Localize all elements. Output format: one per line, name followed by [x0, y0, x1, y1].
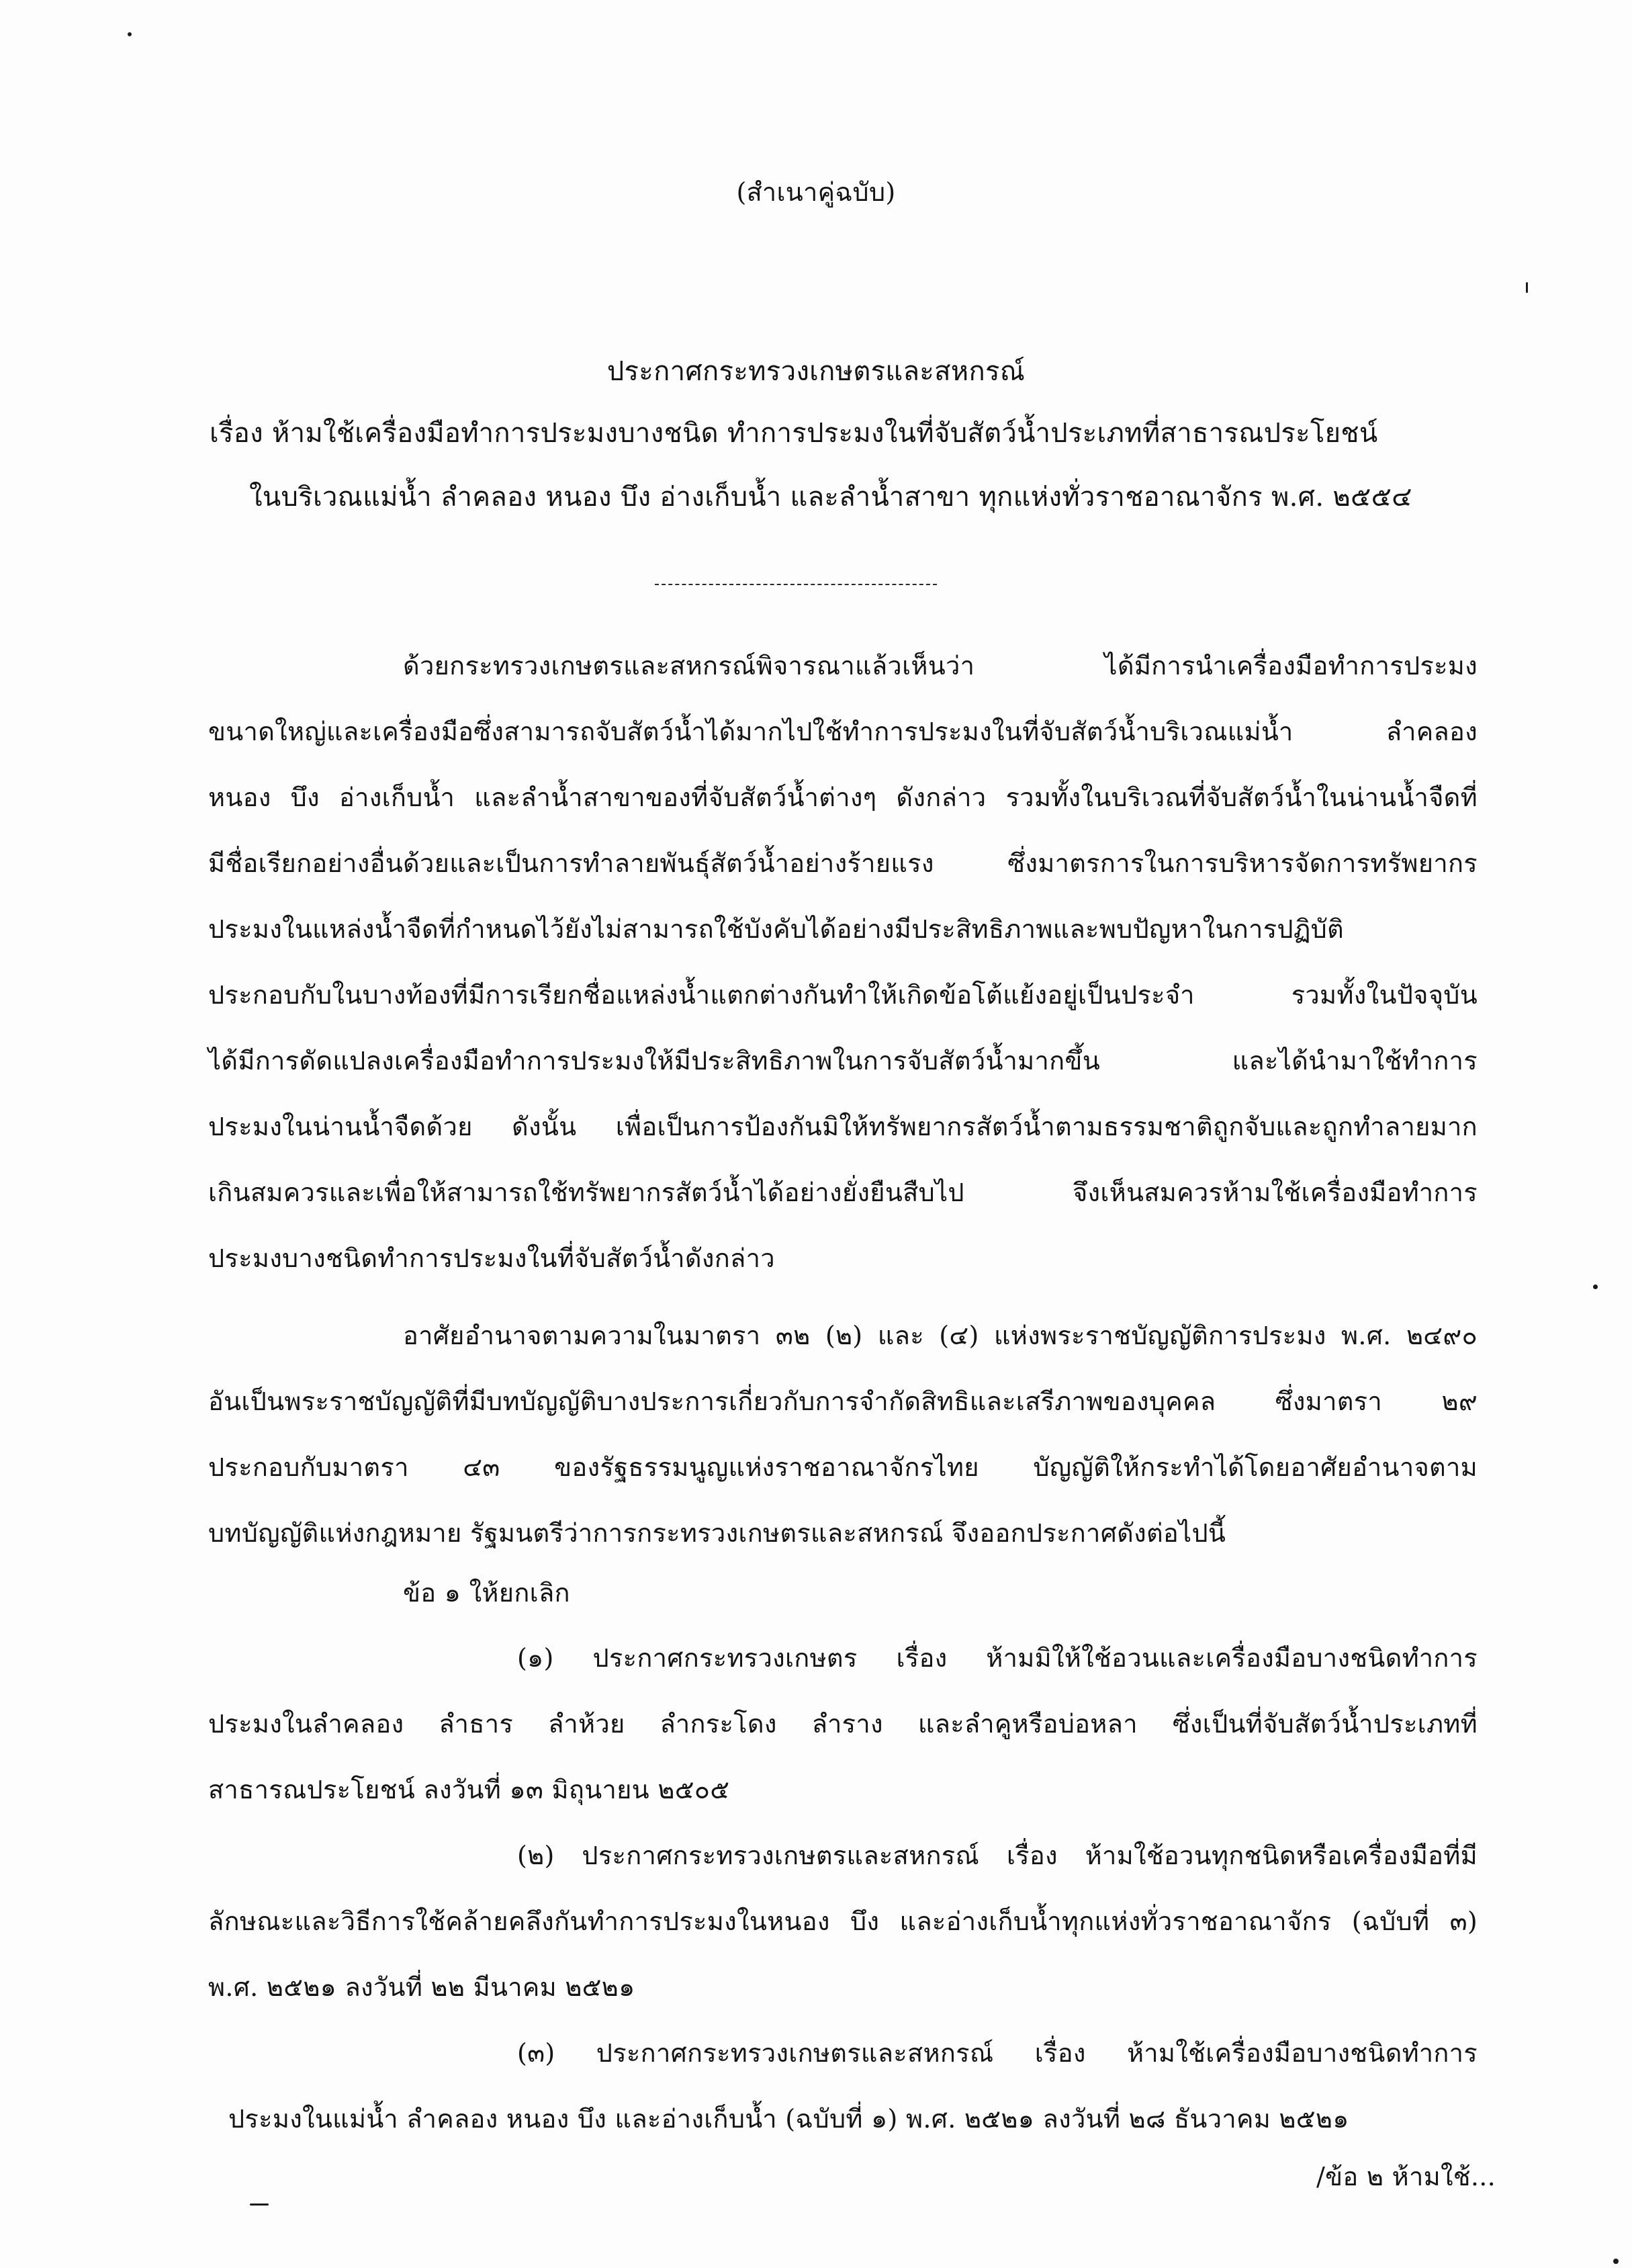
preamble-line-1: ด้วยกระทรวงเกษตรและสหกรณ์พิจารณาแล้วเห็นว่า ได้มีการนำเครื่องมือทำการประมง — [403, 651, 1478, 681]
announcement-subject: เรื่อง ห้ามใช้เครื่องมือทำการประมงบางชนิด ทำการประมงในที่จับสัตว์น้ำประเภทที่สาธารณประโยชน์ — [210, 418, 1378, 449]
title-divider — [655, 584, 937, 585]
preamble-line-2: ขนาดใหญ่และเครื่องมือซึ่งสามารถจับสัตว์น้ำได้มากไปใช้ทำการประมงในที่จับสัตว์น้ำบริเวณแม่น้ำ ลำคลอง — [208, 717, 1478, 746]
preamble-line-5: ประมงในแหล่งน้ำจืดที่กำหนดไว้ยังไม่สามารถใช้บังคับได้อย่างมีประสิทธิภาพและพบปัญหาในการปฏิบัติ — [208, 914, 1345, 944]
authority-line-1: อาศัยอำนาจตามความในมาตรา ๓๒ (๒) และ (๔) แห่งพระราชบัญญัติการประมง พ.ศ. ๒๔๙๐ — [403, 1321, 1478, 1350]
authority-line-2: อันเป็นพระราชบัญญัติที่มีบทบัญญัติบางประการเกี่ยวกับการจำกัดสิทธิและเสรีภาพของบุคคล ซึ่งมาตรา ๒๙ — [208, 1387, 1478, 1416]
scan-speck — [1526, 282, 1528, 293]
clause-1-item-2-line-3: พ.ศ. ๒๕๒๑ ลงวันที่ ๒๒ มีนาคม ๒๕๒๑ — [208, 1972, 635, 2002]
preamble-line-4: มีชื่อเรียกอย่างอื่นด้วยและเป็นการทำลายพันธุ์สัตว์น้ำอย่างร้ายแรง ซึ่งมาตรการในการบริหารจัดการทรัพยากร — [208, 848, 1478, 878]
authority-line-3: ประกอบกับมาตรา ๔๓ ของรัฐธรรมนูญแห่งราชอาณาจักรไทย บัญญัติให้กระทำได้โดยอาศัยอำนาจตาม — [208, 1452, 1478, 1482]
preamble-line-10: ประมงบางชนิดทำการประมงในที่จับสัตว์น้ำดังกล่าว — [208, 1244, 775, 1273]
announcement-subject-cont: ในบริเวณแม่น้ำ ลำคลอง หนอง บึง อ่างเก็บน้ำ และลำน้ำสาขา ทุกแห่งทั่วราชอาณาจักร พ.ศ. ๒๕๕๔ — [249, 482, 1412, 513]
continuation-marker: /ข้อ ๒ ห้ามใช้... — [1316, 2162, 1496, 2191]
clause-1-heading: ข้อ ๑ ให้ยกเลิก — [403, 1578, 570, 1608]
scan-speck — [1593, 1284, 1598, 1289]
clause-1-item-3-line-1: (๓) ประกาศกระทรวงเกษตรและสหกรณ์ เรื่อง ห้ามใช้เครื่องมือบางชนิดทำการ — [517, 2038, 1478, 2068]
preamble-line-8: ประมงในน่านน้ำจืดด้วย ดังนั้น เพื่อเป็นการป้องกันมิให้ทรัพยากรสัตว์น้ำตามธรรมชาติถูกจับและถูกทำลายมาก — [208, 1112, 1478, 1141]
clause-1-item-1-line-3: สาธารณประโยชน์ ลงวันที่ ๑๓ มิถุนายน ๒๕๐๕ — [208, 1775, 730, 1804]
scan-speck — [250, 2204, 269, 2206]
scan-speck — [128, 32, 132, 36]
clause-1-item-2-line-2: ลักษณะและวิธีการใช้คล้ายคลึงกันทำการประมงในหนอง บึง และอ่างเก็บน้ำทุกแห่งทั่วราชอาณาจักร (ฉบับที่ ๓) — [208, 1907, 1478, 1936]
authority-line-4: บทบัญญัติแห่งกฎหมาย รัฐมนตรีว่าการกระทรวงเกษตรและสหกรณ์ จึงออกประกาศดังต่อไปนี้ — [208, 1518, 1226, 1548]
scan-speck — [1613, 2259, 1619, 2264]
clause-1-item-2-line-1: (๒) ประกาศกระทรวงเกษตรและสหกรณ์ เรื่อง ห้ามใช้อวนทุกชนิดหรือเครื่องมือที่มี — [517, 1841, 1478, 1870]
announcement-title: ประกาศกระทรวงเกษตรและสหกรณ์ — [606, 356, 1026, 387]
clause-1-item-1-line-2: ประมงในลำคลอง ลำธาร ลำห้วย ลำกระโดง ลำราง และลำคูหรือบ่อหลา ซึ่งเป็นที่จับสัตว์น้ำประเภทที่ — [208, 1709, 1478, 1739]
preamble-line-3: หนอง บึง อ่างเก็บน้ำ และลำน้ำสาขาของที่จับสัตว์น้ำต่างๆ ดังกล่าว รวมทั้งในบริเวณที่จับสัตว์น้ำในน่านน้ำจืดที่ — [208, 783, 1478, 812]
preamble-line-6: ประกอบกับในบางท้องที่มีการเรียกชื่อแหล่งน้ำแตกต่างกันทำให้เกิดข้อโต้แย้งอยู่เป็นประจำ รวมทั้งในปัจจุบัน — [208, 980, 1478, 1010]
preamble-line-9: เกินสมควรและเพื่อให้สามารถใช้ทรัพยากรสัตว์น้ำได้อย่างยั่งยืนสืบไป จึงเห็นสมควรห้ามใช้เครื่องมือทำการ — [208, 1178, 1478, 1207]
copy-label: (สำเนาคู่ฉบับ) — [736, 177, 896, 207]
clause-1-item-3-line-2: ประมงในแม่น้ำ ลำคลอง หนอง บึง และอ่างเก็บน้ำ (ฉบับที่ ๑) พ.ศ. ๒๕๒๑ ลงวันที่ ๒๘ ธันวาคม ๒๕๒๑ — [228, 2104, 1349, 2134]
preamble-line-7: ได้มีการดัดแปลงเครื่องมือทำการประมงให้มีประสิทธิภาพในการจับสัตว์น้ำมากขึ้น และได้นำมาใช้ทำการ — [208, 1046, 1478, 1076]
clause-1-item-1-line-1: (๑) ประกาศกระทรวงเกษตร เรื่อง ห้ามมิให้ใช้อวนและเครื่องมือบางชนิดทำการ — [517, 1643, 1478, 1673]
